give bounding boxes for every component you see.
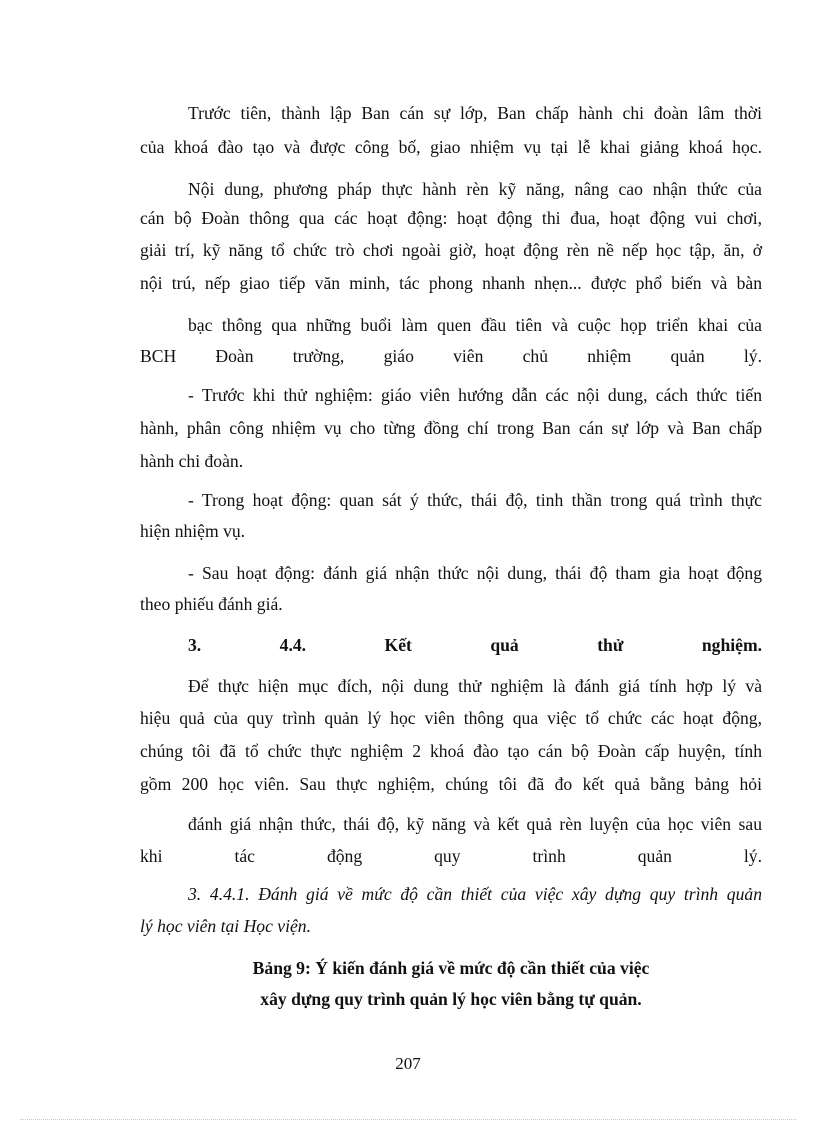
- paragraph-line: gồm 200 học viên. Sau thực nghiệm, chúng tôi đã đo kết quả bằng bảng hỏi: [140, 774, 762, 794]
- table-caption: xây dựng quy trình quản lý học viên bằng tự quản.: [260, 989, 642, 1009]
- paragraph-line: của khoá đào tạo và được công bố, giao nhiệm vụ tại lễ khai giảng khoá học.: [140, 137, 762, 157]
- paragraph-line: đánh giá nhận thức, thái độ, kỹ năng và kết quả rèn luyện của học viên sau: [188, 814, 762, 834]
- page-bottom-rule: [20, 1119, 796, 1120]
- subsection-heading: 3. 4.4.1. Đánh giá về mức độ cần thiết của việc xây dựng quy trình quản: [188, 884, 762, 904]
- paragraph-line: bạc thông qua những buổi làm quen đầu tiên và cuộc họp triển khai của: [188, 315, 762, 335]
- paragraph-line: - Trước khi thử nghiệm: giáo viên hướng dẫn các nội dung, cách thức tiến: [188, 385, 762, 405]
- page-number: 207: [395, 1054, 421, 1073]
- paragraph-line: hiện nhiệm vụ.: [140, 521, 246, 541]
- paragraph-line: Nội dung, phương pháp thực hành rèn kỹ năng, nâng cao nhận thức của: [188, 179, 762, 199]
- section-heading: 3. 4.4. Kết quả thử nghiệm.: [188, 635, 762, 655]
- paragraph-line: Để thực hiện mục đích, nội dung thử nghiệm là đánh giá tính hợp lý và: [188, 676, 762, 696]
- paragraph-line: chúng tôi đã tổ chức thực nghiệm 2 khoá đào tạo cán bộ Đoàn cấp huyện, tính: [140, 741, 762, 761]
- paragraph-line: Trước tiên, thành lập Ban cán sự lớp, Ban chấp hành chi đoàn lâm thời: [188, 103, 762, 123]
- paragraph-line: - Trong hoạt động: quan sát ý thức, thái độ, tinh thần trong quá trình thực: [188, 490, 762, 510]
- paragraph-line: BCH Đoàn trường, giáo viên chủ nhiệm quản lý.: [140, 346, 762, 366]
- paragraph-line: - Sau hoạt động: đánh giá nhận thức nội dung, thái độ tham gia hoạt động: [188, 563, 762, 583]
- paragraph-line: theo phiếu đánh giá.: [140, 594, 283, 614]
- subsection-heading: lý học viên tại Học viện.: [140, 916, 311, 936]
- paragraph-line: hành, phân công nhiệm vụ cho từng đồng chí trong Ban cán sự lớp và Ban chấp: [140, 418, 762, 438]
- paragraph-line: khi tác động quy trình quản lý.: [140, 846, 762, 866]
- paragraph-line: cán bộ Đoàn thông qua các hoạt động: hoạt động thi đua, hoạt động vui chơi,: [140, 208, 762, 228]
- paragraph-line: giải trí, kỹ năng tổ chức trò chơi ngoài giờ, hoạt động rèn nề nếp học tập, ăn, ở: [140, 240, 762, 260]
- paragraph-line: hành chi đoàn.: [140, 451, 244, 471]
- table-caption: Bảng 9: Ý kiến đánh giá về mức độ cần thiết của việc: [252, 958, 650, 978]
- paragraph-line: hiệu quả của quy trình quản lý học viên thông qua việc tổ chức các hoạt động,: [140, 708, 762, 728]
- paragraph-line: nội trú, nếp giao tiếp văn minh, tác phong nhanh nhẹn... được phổ biến và bàn: [140, 273, 762, 293]
